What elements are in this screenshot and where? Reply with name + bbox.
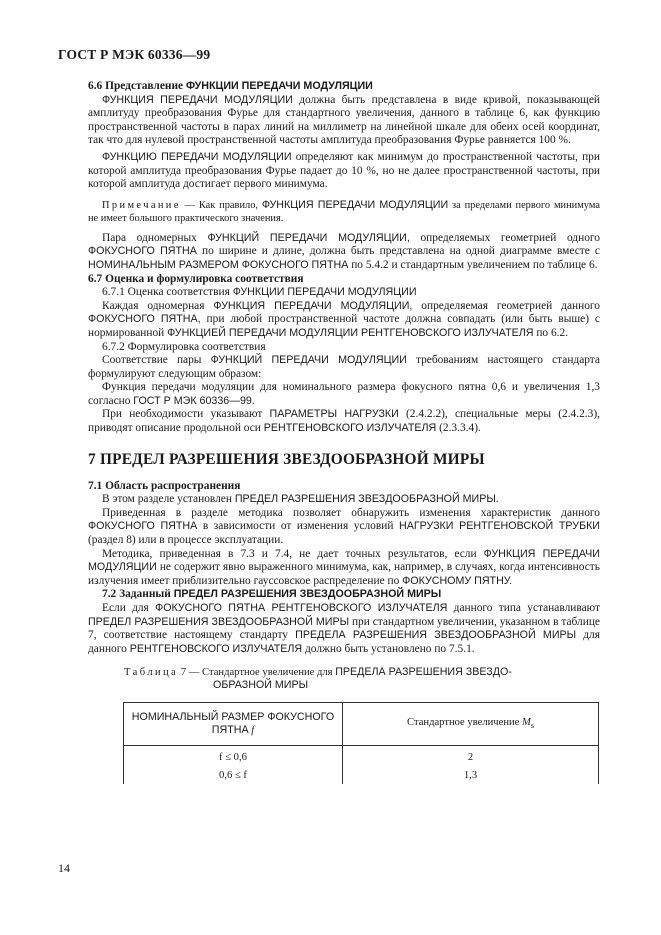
column-subscript: s [530,721,534,731]
table-header-row [124,703,599,746]
note-label: Примечание [102,199,181,211]
section-7-1-heading: 7.1 Область распространения [88,479,241,492]
paragraph-text: Функция передачи модуляции для номинального размера фокусного пятна 0,6 и увеличения 1,3 согласно [88,381,600,407]
section-6-6-heading [88,80,600,94]
paragraph-text: определяемых геометрией одного [420,231,600,244]
term: ФУНКЦИЯ ПЕРЕДАЧИ МОДУЛЯЦИИ, [213,299,413,312]
term: ФУНКЦИЯ ПЕРЕДАЧИ МОДУЛЯЦИИ [102,93,293,106]
table-cell-magnification: 1,3 [343,766,599,784]
table-7-caption [124,666,600,692]
paragraph-text: Соответствие пары [102,354,202,367]
paragraph-7-1-1 [88,493,600,507]
paragraph-text: данного типа устанавливают [453,602,600,614]
table-row [124,746,599,767]
term: НОМИНАЛЬНЫМ РАЗМЕРОМ ФОКУСНОГО ПЯТНА [88,258,349,271]
table-caption-term: ПРЕДЕЛА РАЗРЕШЕНИЯ ЗВЕЗДО- [335,666,512,679]
table-7 [123,702,599,784]
paragraph-text: Пара одномерных [102,231,197,244]
paragraph-text: требованиям настоящего стандарта формулируют следующим образом: [88,354,600,380]
column-term: НОМИНАЛЬНЫЙ РАЗМЕР ФОКУСНОГО ПЯТНА [131,711,335,737]
paragraph-text: в зависимости от изменения условий [202,520,394,533]
term: НАГРУЗКИ РЕНТГЕНОВСКОЙ ТРУБКИ [399,520,600,533]
term: ФУНКЦИЯ ПЕРЕДАЧИ МОДУЛЯЦИИ [261,198,449,211]
term: ФУНКЦИЙ ПЕРЕДАЧИ МОДУЛЯЦИИ, [207,231,410,244]
paragraph-text: Методика, приведенная в 7.3 и 7.4, не дает точных результатов, если [102,547,477,560]
note-text: за пределами первого минимума не имеет большого практического значения. [88,199,600,224]
paragraph-6-7-1 [88,300,600,341]
paragraph-7-2-1 [88,602,600,656]
section-7-title: 7 ПРЕДЕЛ РАЗРЕШЕНИЯ ЗВЕЗДООБРАЗНОЙ МИРЫ [88,450,485,468]
paragraph-6-7-4 [88,408,600,435]
paragraph-text: (2.3.3.4). [439,422,481,435]
section-7-2-heading [88,588,600,602]
term: ФУНКЦИЮ ПЕРЕДАЧИ МОДУЛЯЦИИ [102,150,292,163]
paragraph-text: по ширине и длине, должна быть представлена на одной диаграмме вместе с [201,245,600,258]
term: ФУНКЦИИ ПЕРЕДАЧИ МОДУЛЯЦИИ [232,286,417,299]
section-7-2-term: ПРЕДЕЛ РАЗРЕШЕНИЯ ЗВЕЗДООБРАЗНОЙ МИРЫ [173,588,442,601]
section-6-7-2-heading: 6.7.2 Формулировка соответствия [102,340,266,353]
paragraph-7-1-3 [88,548,600,589]
table-cell-size: 0,6 ≤ f [124,766,343,784]
column-label: Стандартное увеличение [407,717,520,729]
paragraph-6-7-3 [88,381,600,408]
term: ФОКУСНОГО ПЯТНА [88,245,197,258]
table-header-magnification [343,703,599,746]
term: РЕНТГЕНОВСКОГО ИЗЛУЧАТЕЛЯ [263,422,437,435]
term: ФОКУСНОГО ПЯТНА, [88,313,201,326]
table-cell-size: f ≤ 0,6 [124,746,343,767]
term: ПРЕДЕЛ РАЗРЕШЕНИЯ ЗВЕЗДООБРАЗНОЙ МИРЫ [88,615,350,628]
term: ПРЕДЕЛ РАЗРЕШЕНИЯ ЗВЕЗДООБРАЗНОЙ МИРЫ. [234,493,499,506]
paragraph-7-1-2 [88,507,600,548]
paragraph-text: должно быть установлено по 7.5.1. [305,642,475,655]
paragraph-text: для данного [88,629,600,655]
term: ФУНКЦИЙ ПЕРЕДАЧИ МОДУЛЯЦИИ [210,354,407,367]
table-caption-term: ОБРАЗНОЙ МИРЫ [213,679,309,692]
paragraph-text: должна быть представлена в виде кривой, показывающей амплитуду преобразования Фурье для стандартного увеличения, данного в таблице 6, как функцию пространственной частоты в парах линий на миллиметр на линейной шкале для обеих осей координат, так что для нулевой пространственной частоты амплитуда преобразования Фурье равняется 100 %. [88,93,600,147]
section-7-2-number: 7.2 Заданный [102,588,171,601]
term: ФОКУСНОГО ПЯТНА РЕНТГЕНОВСКОГО ИЗЛУЧАТЕЛЯ [155,602,448,614]
table-cell-magnification: 2 [343,746,599,767]
section-6-7-heading: 6.7 Оценка и формулировка соответствия [88,272,304,285]
table-caption-number: 7 — Стандартное увеличение для [180,667,333,679]
section-6-6-number: 6.6 Представление [88,80,184,92]
term: ГОСТ Р МЭК 60336—99. [133,394,255,407]
paragraph-text: (раздел 8) или в процессе эксплуатации. [88,534,284,547]
term: ФОКУСНОМУ ПЯТНУ. [402,574,513,587]
section-6-7-1-number: 6.7.1 Оценка соответствия [102,286,230,299]
paragraph-text: В этом разделе установлен [102,493,232,506]
term: ФУНКЦИЕЙ ПЕРЕДАЧИ МОДУЛЯЦИИ РЕНТГЕНОВСКОГО ИЗЛУЧАТЕЛЯ [167,326,534,339]
paragraph-6-6-3 [88,232,600,273]
paragraph-text: определяют как минимум до пространственной частоты, при которой амплитуда преобразования Фурье падает до 10 %, но не далее пространственной частоты, при которой амплитуда достигает первого минимума. [88,150,600,191]
table-row [124,766,599,784]
paragraph-text: при любой пространственной частоте должна совпадать (или быть выше) с нормированной [88,313,600,339]
paragraph-text: (2.4.2.2), специальные меры (2.4.2.3), приводят описание продольной оси [88,408,600,435]
paragraph-text: Приведенная в разделе методика позволяет обнаружить изменения характеристик данного [102,506,600,519]
paragraph-6-6-1 [88,94,600,148]
term: РЕНТГЕНОВСКОГО ИЗЛУЧАТЕЛЯ [129,642,303,655]
paragraph-text: При необходимости указывают [102,408,263,421]
paragraph-text: по 5.4.2 и стандартным увеличением по таблице 6. [351,258,598,271]
paragraph-text: Если для [102,602,149,614]
term: ПРЕДЕЛА РАЗРЕШЕНИЯ ЗВЕЗДООБРАЗНОЙ МИРЫ [295,629,577,642]
paragraph-6-6-2 [88,151,600,192]
page-number: 14 [58,861,70,875]
table-header-size [124,703,343,746]
column-symbol: M [522,717,531,729]
column-symbol: f [251,725,255,737]
term: ФУНКЦИЯ ПЕРЕДАЧИ МОДУЛЯЦИИ [88,547,600,574]
paragraph-text: определяемая геометрией данного [421,299,600,312]
page-content [88,80,600,784]
section-6-6-term: ФУНКЦИИ ПЕРЕДАЧИ МОДУЛЯЦИИ [185,80,373,92]
paragraph-6-7-2 [88,354,600,381]
term: ФОКУСНОГО ПЯТНА [88,520,198,533]
table-caption-word: Таблица [124,667,179,679]
paragraph-text: не содержит явно выраженного минимума, как, например, в случаях, когда интенсивность излучения имеет приблизительно гауссовское распределение по [88,561,600,587]
document-code-header: ГОСТ Р МЭК 60336—99 [58,47,211,62]
paragraph-text: по 6.2. [536,326,569,339]
paragraph-text: Каждая одномерная [102,299,205,312]
term: ПАРАМЕТРЫ НАГРУЗКИ [269,408,399,421]
note-6-6 [88,199,600,225]
note-text: — Как правило, [184,199,258,211]
paragraph-text: при стандартном увеличении, указанном в таблице 7, соответствие настоящему стандарту [88,615,600,642]
section-6-7-1-heading [88,286,600,300]
